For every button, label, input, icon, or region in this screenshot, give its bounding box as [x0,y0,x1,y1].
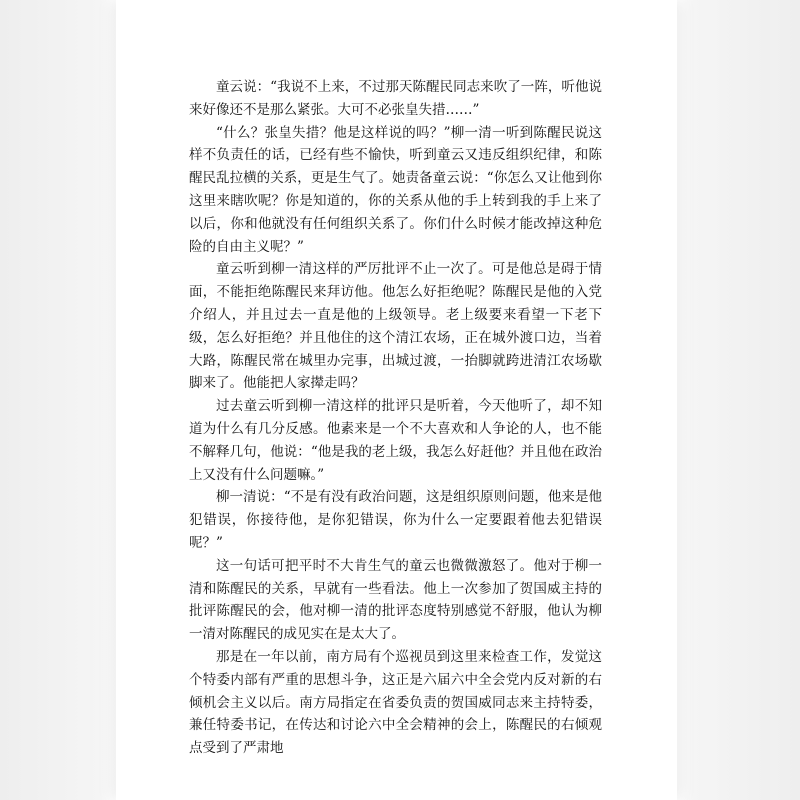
paragraph-4: 过去童云听到柳一清这样的批评只是听着，今天他听了，却不知道为什么有几分反感。他素来是一个不大喜欢和人争论的人，也不能不解释几句，他说：“他是我的老上级，我怎么好赶他？并且他在政治上又没有什么问题嘛。” [189,398,602,483]
paragraph-7: 那是在一年以前，南方局有个巡视员到这里来检查工作，发觉这个特委内部有严重的思想斗争，这正是六届六中全会党内反对新的右倾机会主义以后。南方局指定在省委负责的贺国威同志来主持特委，兼任特委书记，在传达和讨论六中全会精神的会上，陈醒民的右倾观点受到了严肃地 [189,648,602,757]
paragraph-6: 这一句话可把平时不大肯生气的童云也微微激怒了。他对于柳一清和陈醒民的关系，早就有一些看法。他上一次参加了贺国威主持的批评陈醒民的会，他对柳一清的批评态度特别感觉不舒服，他认为柳一清对陈醒民的成见实在是太大了。 [189,557,602,643]
book-page[interactable] [116,0,677,800]
page-body-text [189,76,602,760]
paragraph-3: 童云听到柳一清这样的严厉批评不止一次了。可是他总是碍于情面，不能拒绝陈醒民来拜访他。他怎么好拒绝呢？陈醒民是他的入党介绍人，并且过去一直是他的上级领导。老上级要来看望一下老下级，怎么好拒绝？并且他住的这个清江农场，正在城外渡口边，当着大路，陈醒民常在城里办完事，出城过渡，一抬脚就跨进清江农场歇脚来了。他能把人家撵走吗？ [189,261,602,392]
paragraph-5: 柳一清说：“不是有没有政治问题，这是组织原则问题，他来是他犯错误，你接待他，是你犯错误，你为什么一定要跟着他去犯错误呢？” [189,489,602,551]
paragraph-2: “什么？张皇失措？他是这样说的吗？”柳一清一听到陈醒民说这样不负责任的话，已经有些不愉快，听到童云又违反组织纪律，和陈醒民乱拉横的关系，更是生气了。她责备童云说：“你怎么又让他到你这里来瞎吹呢？你是知道的，你的关系从他的手上转到我的手上来了以后，你和他就没有任何组织关系了。你们什么时候才能改掉这种危险的自由主义呢？” [189,124,602,255]
paragraph-1: 童云说：“我说不上来，不过那天陈醒民同志来吹了一阵，听他说来好像还不是那么紧张。大可不必张皇失措……” [189,79,602,118]
